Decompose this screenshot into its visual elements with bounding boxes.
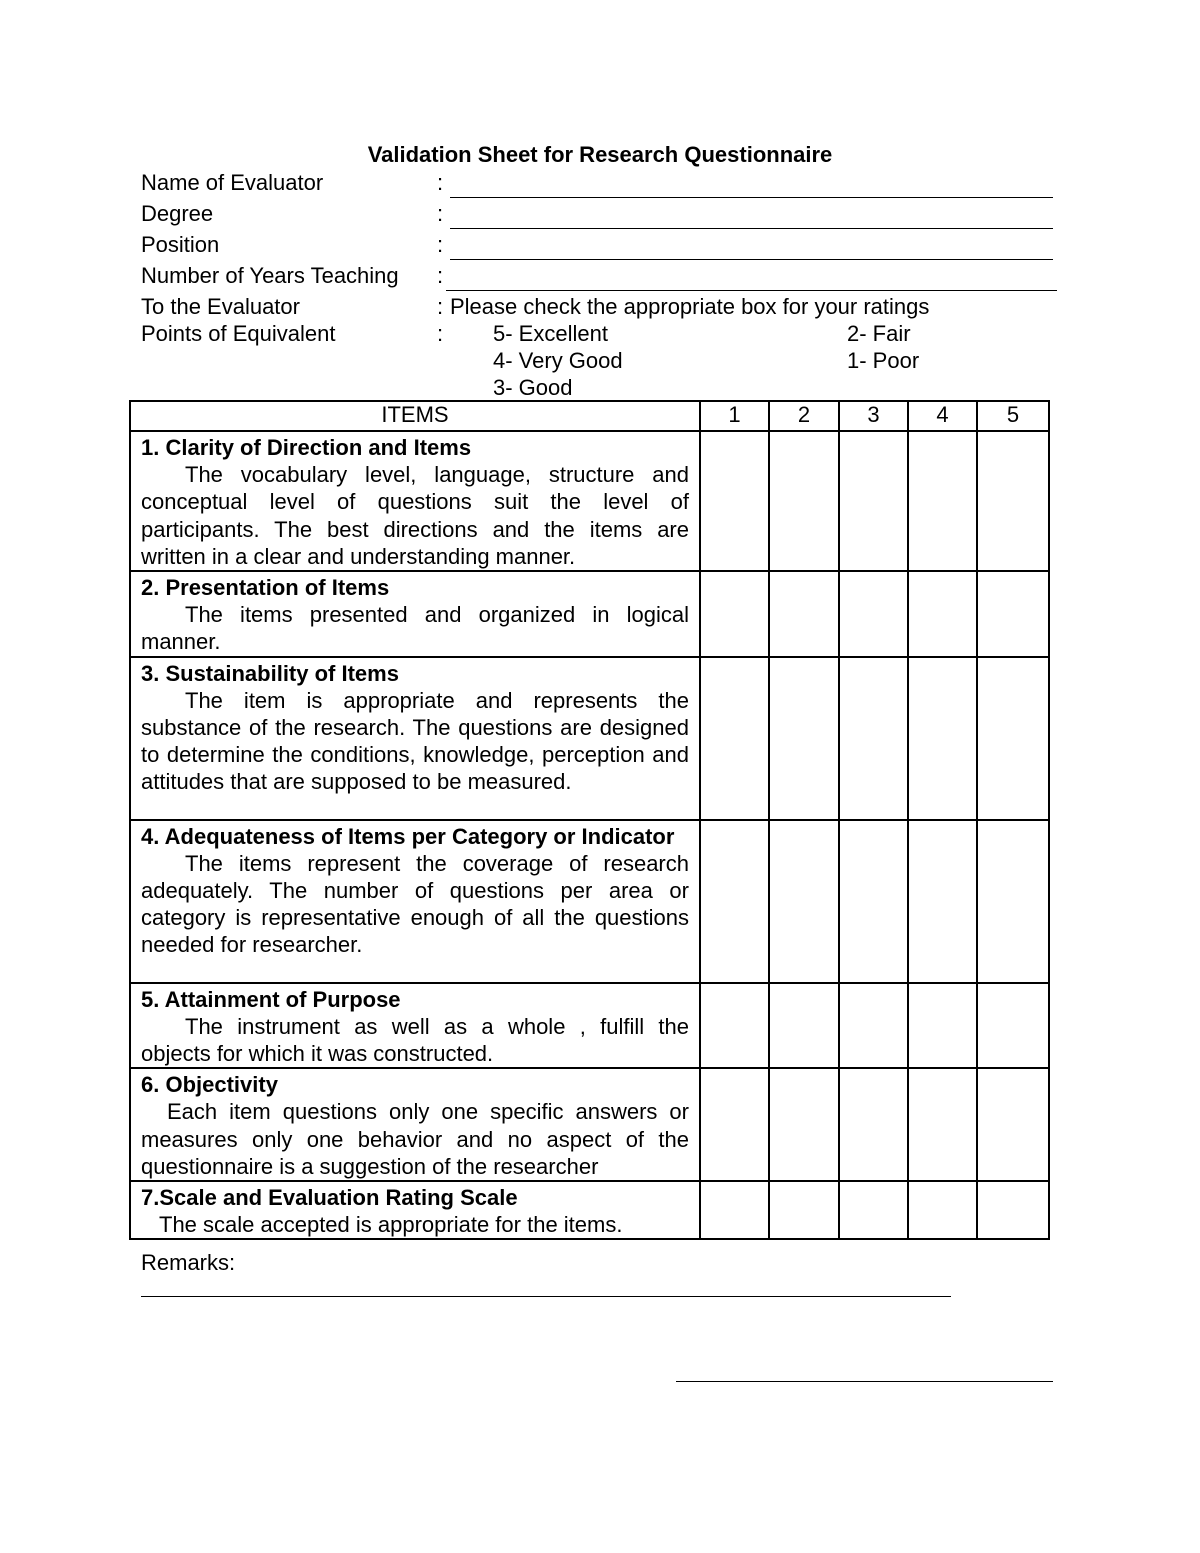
item-description: The scale accepted is appropriate for the items.	[159, 1212, 623, 1238]
item-description: Each item questions only one specific answers or measures only one behavior and no aspect of the questionnaire is a suggestion of the researcher	[141, 1099, 689, 1179]
field-label: Name of Evaluator	[141, 170, 324, 195]
degree-blank[interactable]	[450, 228, 1053, 229]
instruction-colon: :	[437, 294, 444, 319]
rating-box-1[interactable]	[700, 1181, 769, 1239]
field-label: Degree	[141, 201, 214, 226]
years-teaching-blank[interactable]	[446, 290, 1057, 291]
item-description: The item is appropriate and represents the substance of the research. The questions are designed to determine the conditions, knowledge, perception and attitudes that are supposed to be measured.	[141, 687, 689, 795]
item-title: 3. Sustainability of Items	[141, 660, 399, 686]
remarks-label: Remarks:	[141, 1250, 236, 1275]
item-cell	[130, 1181, 700, 1239]
remarks-blank[interactable]	[141, 1296, 951, 1297]
rating-box-3[interactable]	[839, 983, 908, 1069]
item-title: 7.Scale and Evaluation Rating Scale	[141, 1185, 518, 1211]
scale-poor: 1- Poor	[847, 348, 920, 373]
rating-box-3[interactable]	[839, 1181, 908, 1239]
rating-table	[129, 400, 1050, 1240]
rating-box-1[interactable]	[700, 431, 769, 571]
item-title: 4. Adequateness of Items per Category or Indicator	[141, 823, 675, 849]
field-years-teaching	[141, 263, 1061, 294]
item-cell	[130, 820, 700, 983]
rating-box-2[interactable]	[769, 571, 839, 657]
table-header-row	[130, 401, 1049, 431]
table-row	[130, 983, 1049, 1069]
points-label: Points of Equivalent	[141, 321, 336, 346]
field-colon: :	[437, 263, 444, 288]
scale-fair: 2- Fair	[847, 321, 911, 346]
rating-box-1[interactable]	[700, 571, 769, 657]
name-of-evaluator-blank[interactable]	[450, 197, 1053, 198]
rating-box-4[interactable]	[908, 983, 977, 1069]
rating-box-5[interactable]	[977, 571, 1049, 657]
item-title: 2. Presentation of Items	[141, 575, 390, 601]
rating-box-1[interactable]	[700, 657, 769, 820]
rating-box-4[interactable]	[908, 1068, 977, 1181]
points-colon: :	[437, 321, 444, 346]
header-items: ITEMS	[130, 401, 700, 431]
header-rating-2: 2	[769, 401, 839, 431]
item-description: The instrument as well as a whole , fulfill the objects for which it was constructed.	[141, 1013, 689, 1067]
rating-box-2[interactable]	[769, 1068, 839, 1181]
field-label: Position	[141, 232, 220, 257]
rating-box-3[interactable]	[839, 431, 908, 571]
rating-box-2[interactable]	[769, 983, 839, 1069]
rating-box-4[interactable]	[908, 657, 977, 820]
field-colon: :	[437, 232, 444, 257]
instruction-text: Please check the appropriate box for your ratings	[450, 294, 930, 319]
item-cell	[130, 1068, 700, 1181]
header-rating-4: 4	[908, 401, 977, 431]
item-cell	[130, 983, 700, 1069]
field-colon: :	[437, 170, 444, 195]
item-cell	[130, 431, 700, 571]
table-row	[130, 820, 1049, 983]
points-row	[141, 321, 1061, 405]
rating-box-5[interactable]	[977, 820, 1049, 983]
rating-box-1[interactable]	[700, 983, 769, 1069]
table-row	[130, 571, 1049, 657]
item-description: The vocabulary level, language, structure and conceptual level of questions suit the level of participants. The best directions and the items are written in a clear and understanding manner.	[141, 462, 689, 569]
item-description: The items presented and organized in logical manner.	[141, 602, 689, 655]
rating-box-1[interactable]	[700, 1068, 769, 1181]
item-description: The items represent the coverage of research adequately. The number of questions per area or category is representative enough of all the questions needed for researcher.	[141, 850, 689, 958]
rating-box-3[interactable]	[839, 820, 908, 983]
scale-very-good: 4- Very Good	[493, 348, 623, 373]
field-label: Number of Years Teaching	[141, 263, 399, 288]
field-colon: :	[437, 201, 444, 226]
rating-box-3[interactable]	[839, 1068, 908, 1181]
signature-line[interactable]	[676, 1381, 1053, 1382]
field-degree	[141, 201, 1061, 232]
rating-box-2[interactable]	[769, 431, 839, 571]
rating-box-2[interactable]	[769, 1181, 839, 1239]
header-rating-1: 1	[700, 401, 769, 431]
page-title: Validation Sheet for Research Questionnaire	[367, 142, 833, 167]
rating-box-5[interactable]	[977, 983, 1049, 1069]
table-row	[130, 657, 1049, 820]
rating-box-4[interactable]	[908, 1181, 977, 1239]
field-name-of-evaluator	[141, 170, 1061, 201]
scale-excellent: 5- Excellent	[493, 321, 608, 346]
item-title: 5. Attainment of Purpose	[141, 986, 401, 1012]
rating-box-2[interactable]	[769, 657, 839, 820]
rating-box-2[interactable]	[769, 820, 839, 983]
position-blank[interactable]	[450, 259, 1053, 260]
table-row	[130, 1068, 1049, 1181]
table-row	[130, 431, 1049, 571]
rating-box-4[interactable]	[908, 571, 977, 657]
item-title: 1. Clarity of Direction and Items	[141, 435, 472, 460]
rating-box-1[interactable]	[700, 820, 769, 983]
rating-box-3[interactable]	[839, 571, 908, 657]
rating-box-4[interactable]	[908, 431, 977, 571]
rating-box-4[interactable]	[908, 820, 977, 983]
rating-box-5[interactable]	[977, 1068, 1049, 1181]
header-rating-3: 3	[839, 401, 908, 431]
field-position	[141, 232, 1061, 263]
scale-good: 3- Good	[493, 375, 573, 400]
item-title: 6. Objectivity	[141, 1072, 278, 1098]
table-row	[130, 1181, 1049, 1239]
rating-box-3[interactable]	[839, 657, 908, 820]
rating-box-5[interactable]	[977, 431, 1049, 571]
instruction-label: To the Evaluator	[141, 294, 300, 319]
item-cell	[130, 657, 700, 820]
item-cell	[130, 571, 700, 657]
rating-box-5[interactable]	[977, 1181, 1049, 1239]
header-rating-5: 5	[977, 401, 1049, 431]
rating-box-5[interactable]	[977, 657, 1049, 820]
